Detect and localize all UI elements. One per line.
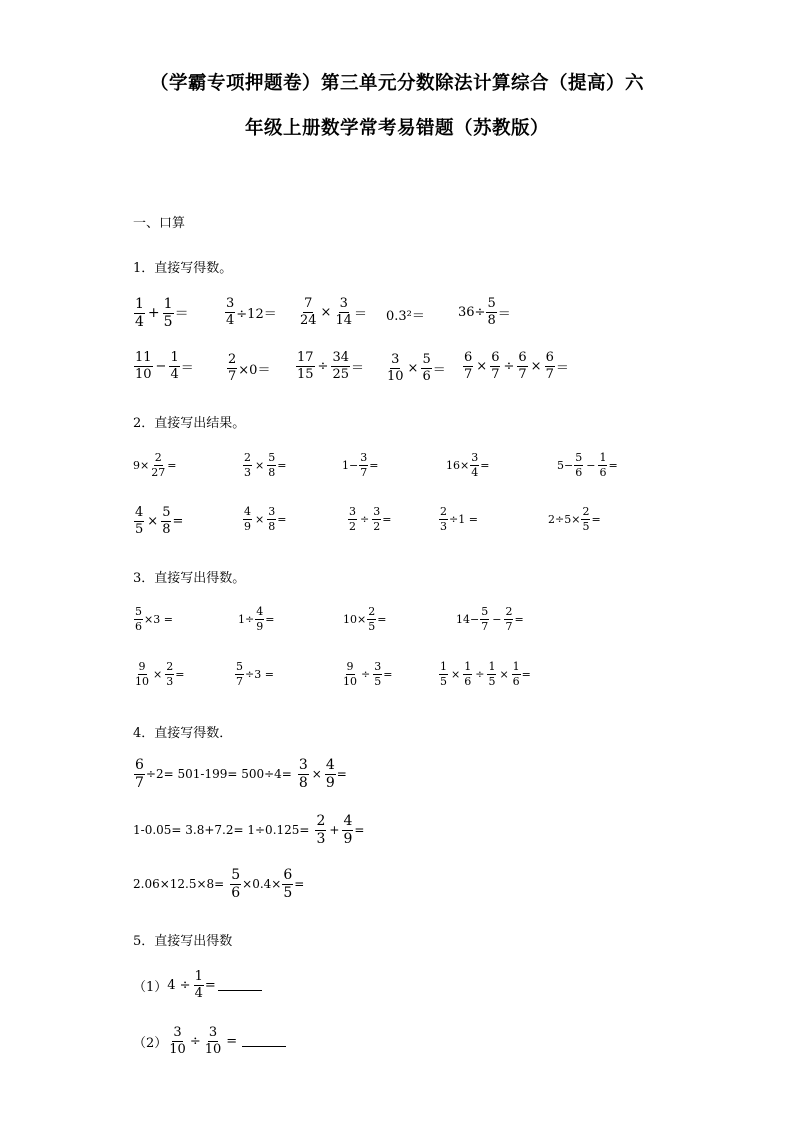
- fraction-denominator: 8: [487, 312, 496, 328]
- fraction-numerator: 1: [512, 660, 520, 673]
- fraction-denominator: 5: [163, 313, 173, 330]
- fraction: [255, 606, 264, 632]
- fraction-numerator: 3: [471, 451, 479, 464]
- fraction: [134, 661, 150, 687]
- expression-text: =: [369, 458, 379, 472]
- q2-expression-8: [347, 506, 391, 532]
- fraction-numerator: 6: [283, 867, 293, 883]
- q4-row-3: [133, 868, 304, 900]
- fraction-numerator: 1: [599, 451, 607, 464]
- q3-expression-5: [133, 661, 184, 687]
- fraction-numerator: 2: [244, 451, 251, 464]
- expression-text: ×0＝: [238, 362, 271, 378]
- expression-text: =: [591, 512, 601, 526]
- q2-expression-6: [133, 506, 183, 536]
- fraction-numerator: 4: [343, 813, 353, 829]
- expression-text: 1÷: [238, 612, 255, 626]
- fraction-denominator: 10: [135, 674, 149, 688]
- fraction-denominator: 3: [440, 519, 447, 533]
- fraction-numerator: 5: [236, 660, 243, 673]
- expression-text: 5−: [557, 458, 574, 472]
- fraction-denominator: 7: [545, 366, 554, 382]
- expression-text: ÷2= 501-199= 500÷4=: [145, 767, 292, 782]
- title-line-1: （学霸专项押题卷）第三单元分数除法计算综合（提高）六: [149, 73, 644, 94]
- q1-expression-1: [133, 297, 189, 329]
- fraction-denominator: 5: [374, 674, 382, 688]
- operator: ÷: [503, 358, 515, 374]
- q3-expression-6: [234, 661, 274, 687]
- q5-row-2: [133, 1026, 286, 1056]
- fraction: [325, 758, 336, 790]
- fraction: [134, 758, 145, 790]
- operator: ×: [147, 513, 159, 529]
- fraction-denominator: 4: [194, 985, 203, 1001]
- fraction-numerator: 5: [481, 605, 489, 618]
- fraction-denominator: 7: [491, 366, 500, 382]
- expression-text: ÷1 =: [449, 512, 478, 526]
- fraction-denominator: 6: [135, 619, 142, 633]
- expression-text: 10×: [343, 612, 367, 626]
- fraction-numerator: 3: [226, 296, 235, 311]
- expression-text: 36÷: [458, 304, 486, 320]
- fraction-numerator: 3: [349, 505, 356, 518]
- fraction-numerator: 2: [154, 451, 162, 464]
- fraction-denominator: 10: [135, 366, 152, 382]
- question-5-heading: 5．直接写出得数: [133, 934, 233, 949]
- q1-expression-10: [462, 351, 569, 381]
- fraction: [487, 661, 496, 687]
- expression-text: =: [265, 612, 275, 626]
- expression-text: ÷3 =: [245, 667, 274, 681]
- section-heading: 一、口算: [133, 216, 186, 231]
- fraction: [342, 814, 353, 846]
- fraction-denominator: 5: [488, 674, 496, 688]
- fraction-numerator: 6: [135, 757, 144, 773]
- expression-text: 4 ÷: [167, 977, 191, 993]
- fraction-denominator: 5: [582, 519, 590, 533]
- expression-text: 1-0.05= 3.8+7.2= 1÷0.125=: [133, 823, 310, 838]
- fraction-numerator: 7: [304, 296, 313, 311]
- fraction-denominator: 3: [316, 830, 326, 847]
- q1-expression-7: [226, 353, 270, 383]
- fraction-denominator: 7: [464, 366, 473, 382]
- fraction: [282, 868, 293, 900]
- expression-text: ＝: [497, 306, 511, 322]
- q4-row-2: [133, 814, 364, 846]
- fraction: [574, 452, 583, 478]
- fraction: [581, 506, 590, 532]
- q1-expression-4: [386, 305, 425, 324]
- fraction-numerator: 3: [373, 505, 381, 518]
- expression-text: =: [226, 1033, 238, 1049]
- fraction-numerator: 1: [194, 969, 203, 984]
- q3-expression-3: [343, 606, 386, 632]
- fraction-numerator: 3: [173, 1025, 182, 1040]
- fraction: [367, 606, 376, 632]
- operator: ÷: [475, 667, 485, 681]
- fraction-numerator: 3: [339, 296, 348, 311]
- operator: ×: [499, 667, 509, 681]
- fraction-denominator: 5: [283, 884, 293, 901]
- fraction: [372, 506, 381, 532]
- fraction-numerator: 6: [545, 350, 554, 365]
- question-4-heading: 4．直接写得数．: [133, 726, 233, 741]
- fraction-numerator: 2: [582, 505, 590, 518]
- fraction-numerator: 11: [135, 350, 152, 365]
- fraction-denominator: 8: [268, 465, 276, 479]
- fraction-denominator: 10: [387, 368, 404, 384]
- fraction-denominator: 4: [226, 312, 235, 328]
- q3-expression-4: [456, 606, 524, 632]
- q2-expression-9: [438, 506, 478, 532]
- fraction: [298, 758, 309, 790]
- fraction: [421, 353, 431, 383]
- fraction: [342, 661, 358, 687]
- fraction-denominator: 6: [464, 674, 472, 688]
- expression-text: ＝: [432, 362, 446, 378]
- q3-expression-1: [133, 606, 173, 632]
- expression-text: =: [175, 667, 185, 681]
- expression-text: =: [167, 458, 177, 472]
- fraction: [296, 351, 315, 381]
- fraction: [227, 353, 237, 383]
- fraction-denominator: 10: [343, 674, 357, 688]
- expression-text: =: [377, 612, 387, 626]
- expression-text: =: [608, 458, 618, 472]
- fraction-numerator: 2: [368, 605, 376, 618]
- fraction: [463, 351, 473, 381]
- q1-expression-6: [133, 351, 194, 381]
- expression-text: 0.3²＝: [386, 309, 425, 324]
- fraction: [225, 297, 235, 327]
- fraction-denominator: 9: [325, 774, 335, 791]
- fraction-numerator: 2: [228, 352, 237, 367]
- expression-text: =: [172, 513, 184, 529]
- expression-text: ＝: [180, 360, 194, 376]
- fraction: [470, 452, 479, 478]
- fraction-numerator: 5: [422, 352, 431, 367]
- fraction: [267, 506, 276, 532]
- fraction-numerator: 2: [166, 660, 174, 673]
- fraction: [169, 351, 179, 381]
- fraction: [545, 351, 555, 381]
- expression-text: =: [480, 458, 490, 472]
- fraction-numerator: 3: [391, 352, 400, 367]
- fraction-numerator: 4: [325, 757, 335, 773]
- fraction: [463, 661, 472, 687]
- expression-text: 14−: [456, 612, 480, 626]
- q1-expression-8: [295, 351, 364, 381]
- fraction-denominator: 8: [162, 521, 171, 537]
- expression-text: =: [277, 512, 287, 526]
- operator: ×: [255, 512, 265, 526]
- fraction: [168, 1026, 187, 1056]
- fraction-denominator: 6: [231, 884, 241, 901]
- operator: +: [329, 823, 340, 838]
- fraction-numerator: 3: [268, 505, 276, 518]
- fraction: [230, 868, 241, 900]
- fraction-denominator: 7: [228, 368, 237, 384]
- expression-text: =: [382, 512, 392, 526]
- fraction: [517, 351, 527, 381]
- fraction-denominator: 9: [256, 619, 264, 633]
- title-line-2: 年级上册数学常考易错题（苏教版）: [244, 118, 549, 139]
- fraction-denominator: 15: [297, 366, 314, 382]
- fraction-numerator: 5: [135, 605, 142, 618]
- expression-text: =: [521, 667, 531, 681]
- fraction-denominator: 4: [471, 465, 479, 479]
- fraction-denominator: 6: [422, 368, 431, 384]
- fraction: [490, 351, 500, 381]
- fraction: [134, 606, 143, 632]
- fraction: [486, 297, 496, 327]
- fraction-numerator: 2: [440, 505, 447, 518]
- expression-text: （1）: [133, 979, 168, 995]
- expression-text: 9×: [133, 458, 150, 472]
- fraction: [598, 452, 607, 478]
- fraction: [480, 606, 489, 632]
- fraction: [512, 661, 521, 687]
- fraction-numerator: 1: [464, 660, 472, 673]
- fraction-numerator: 4: [244, 505, 251, 518]
- fraction: [134, 351, 153, 381]
- expression-text: =: [204, 977, 216, 993]
- question-2-heading: 2．直接写出结果。: [133, 416, 246, 431]
- fraction-numerator: 9: [138, 660, 146, 673]
- operator: −: [155, 358, 167, 374]
- q1-expression-2: [224, 297, 277, 327]
- q4-row-1: [133, 758, 347, 790]
- fraction-numerator: 3: [360, 451, 368, 464]
- fraction-numerator: 5: [487, 296, 496, 311]
- fraction-numerator: 6: [464, 350, 473, 365]
- operator: ×: [255, 458, 265, 472]
- fraction-numerator: 1: [488, 660, 496, 673]
- fraction: [331, 351, 350, 381]
- expression-text: 16×: [446, 458, 470, 472]
- fraction-numerator: 1: [163, 296, 173, 312]
- fraction-numerator: 4: [256, 605, 264, 618]
- fraction: [163, 297, 174, 329]
- q3-expression-8: [438, 661, 531, 687]
- fraction-denominator: 6: [512, 674, 520, 688]
- operator: ÷: [361, 667, 371, 681]
- fraction-denominator: 6: [575, 465, 583, 479]
- fraction: [161, 506, 171, 536]
- fraction-numerator: 2: [316, 813, 326, 829]
- answer-blank-2[interactable]: [242, 1036, 286, 1047]
- fraction-numerator: 34: [332, 350, 349, 365]
- q2-expression-7: [242, 506, 286, 532]
- operator: ÷: [189, 1033, 201, 1049]
- fraction-denominator: 14: [335, 312, 352, 328]
- fraction: [243, 452, 252, 478]
- q3-expression-2: [238, 606, 274, 632]
- expression-text: 1−: [342, 458, 359, 472]
- fraction-denominator: 4: [170, 366, 179, 382]
- fraction: [315, 814, 326, 846]
- fraction-denominator: 3: [166, 674, 174, 688]
- expression-text: =: [294, 877, 305, 892]
- expression-text: ＝: [174, 306, 189, 323]
- fraction-numerator: 4: [135, 505, 144, 520]
- expression-text: ×3 =: [144, 612, 173, 626]
- q2-expression-10: [548, 506, 601, 532]
- expression-text: ＝: [351, 360, 365, 376]
- fraction-numerator: 1: [135, 296, 144, 312]
- expression-text: ÷12＝: [236, 306, 277, 322]
- fraction-denominator: 7: [481, 619, 489, 633]
- fraction: [504, 606, 513, 632]
- q2-expression-2: [242, 452, 286, 478]
- fraction-denominator: 10: [204, 1041, 222, 1057]
- operator: ÷: [360, 512, 370, 526]
- fraction: [439, 506, 448, 532]
- fraction: [243, 506, 252, 532]
- q2-expression-3: [342, 452, 378, 478]
- answer-blank-1[interactable]: [218, 980, 262, 991]
- operator: ×: [530, 358, 542, 374]
- q1-expression-9: [385, 353, 446, 383]
- expression-text: ＝: [555, 360, 569, 376]
- expression-text: =: [336, 767, 347, 782]
- fraction: [334, 297, 353, 327]
- fraction-denominator: 5: [440, 674, 447, 688]
- operator: ×: [407, 360, 419, 376]
- operator: ×: [451, 667, 461, 681]
- expression-text: ＝: [354, 306, 368, 322]
- operator: ×: [153, 667, 163, 681]
- expression-text: ×0.4×: [242, 877, 282, 892]
- operator: ×: [476, 358, 488, 374]
- fraction: [165, 661, 174, 687]
- fraction: [373, 661, 382, 687]
- q5-row-1: [133, 970, 262, 1000]
- expression-text: =: [277, 458, 287, 472]
- fraction-denominator: 7: [360, 465, 368, 479]
- fraction: [134, 506, 144, 536]
- fraction: [348, 506, 357, 532]
- fraction-numerator: 1: [440, 660, 447, 673]
- fraction-numerator: 5: [162, 505, 171, 520]
- fraction-numerator: 3: [298, 757, 308, 773]
- operator: −: [586, 458, 596, 472]
- expression-text: =: [383, 667, 393, 681]
- fraction-denominator: 5: [135, 521, 144, 537]
- fraction-denominator: 2: [349, 519, 356, 533]
- fraction-denominator: 9: [343, 830, 353, 847]
- fraction-denominator: 7: [236, 674, 243, 688]
- expression-text: （2）: [133, 1035, 168, 1051]
- fraction-denominator: 4: [135, 313, 144, 330]
- q1-expression-5: [458, 297, 511, 327]
- fraction-denominator: 7: [518, 366, 527, 382]
- fraction-numerator: 2: [505, 605, 513, 618]
- fraction: [134, 297, 145, 329]
- fraction-numerator: 3: [208, 1025, 218, 1040]
- operator: ×: [311, 767, 322, 782]
- fraction: [299, 297, 318, 327]
- fraction-numerator: 1: [170, 350, 179, 365]
- fraction-numerator: 5: [268, 451, 276, 464]
- q2-expression-4: [446, 452, 489, 478]
- fraction-denominator: 5: [368, 619, 376, 633]
- operator: ÷: [317, 358, 329, 374]
- fraction-denominator: 2: [373, 519, 381, 533]
- fraction: [204, 1026, 223, 1056]
- fraction-denominator: 8: [268, 519, 276, 533]
- q1-expression-3: [298, 297, 367, 327]
- fraction-denominator: 8: [298, 774, 308, 791]
- fraction: [235, 661, 244, 687]
- fraction-denominator: 7: [135, 774, 144, 791]
- fraction-denominator: 6: [599, 465, 607, 479]
- q3-expression-7: [341, 661, 392, 687]
- expression-text: 2.06×12.5×8=: [133, 877, 225, 892]
- operator: −: [492, 612, 502, 626]
- fraction-denominator: 24: [300, 312, 317, 328]
- fraction: [267, 452, 276, 478]
- fraction: [439, 661, 448, 687]
- fraction-denominator: 7: [505, 619, 513, 633]
- expression-text: 2÷5×: [548, 512, 581, 526]
- fraction-denominator: 3: [244, 465, 251, 479]
- fraction-denominator: 25: [332, 366, 349, 382]
- fraction: [150, 452, 166, 478]
- expression-text: =: [354, 823, 365, 838]
- fraction-numerator: 6: [518, 350, 527, 365]
- fraction: [194, 970, 204, 1000]
- operator: ×: [320, 304, 332, 320]
- fraction-denominator: 10: [169, 1041, 186, 1057]
- fraction-numerator: 17: [297, 350, 314, 365]
- fraction-numerator: 5: [231, 867, 241, 883]
- question-1-heading: 1．直接写得数。: [133, 261, 233, 276]
- fraction-numerator: 9: [346, 660, 354, 673]
- q2-expression-5: [557, 452, 618, 478]
- expression-text: =: [514, 612, 524, 626]
- fraction-numerator: 6: [491, 350, 500, 365]
- fraction: [386, 353, 405, 383]
- operator: +: [147, 305, 160, 322]
- fraction-numerator: 5: [575, 451, 583, 464]
- fraction: [359, 452, 368, 478]
- fraction-denominator: 27: [151, 465, 166, 479]
- fraction-numerator: 3: [374, 660, 382, 673]
- question-3-heading: 3．直接写出得数。: [133, 571, 246, 586]
- q2-expression-1: [133, 452, 176, 478]
- fraction-denominator: 9: [244, 519, 251, 533]
